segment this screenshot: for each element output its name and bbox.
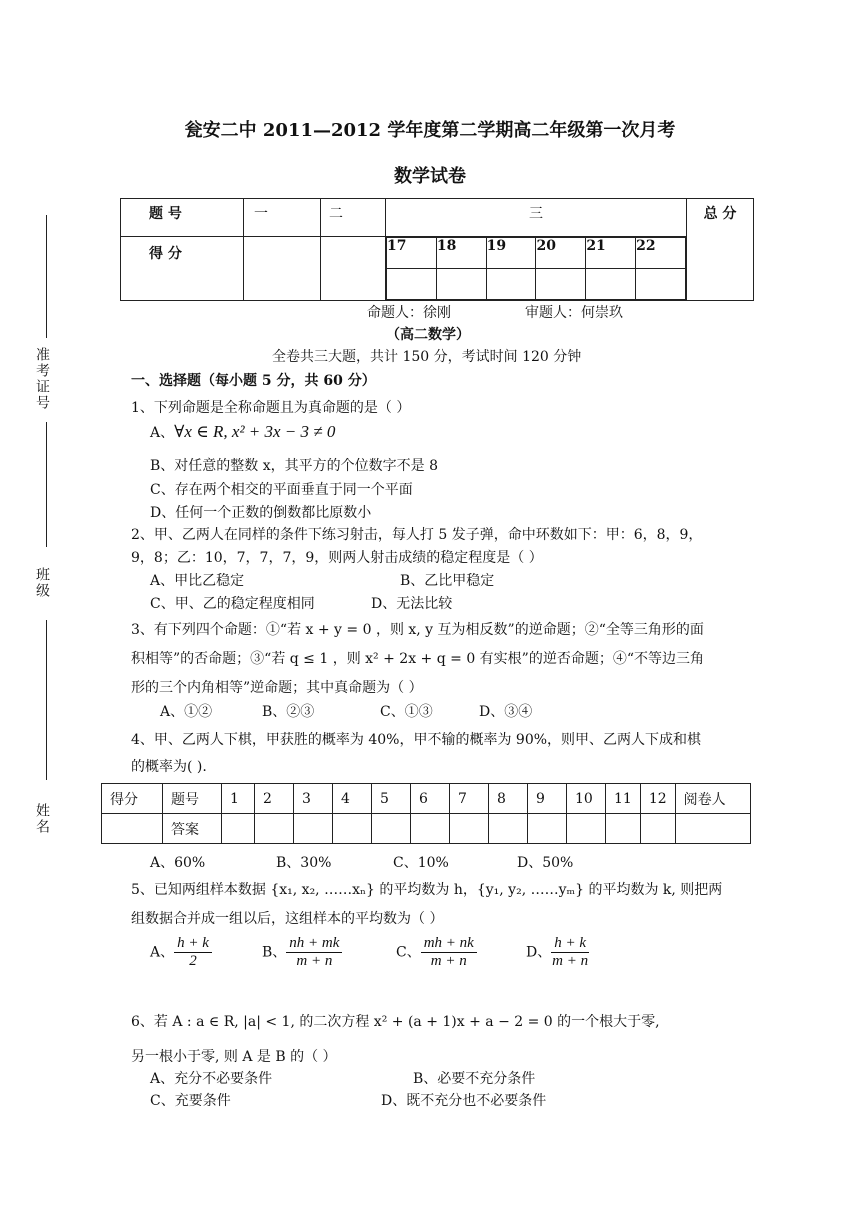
denominator: m + n	[430, 953, 467, 969]
sub-number: 21	[586, 238, 636, 269]
answer-qnum: 5	[372, 784, 411, 814]
score-cell-one[interactable]	[244, 237, 321, 301]
q5-option-d	[526, 935, 589, 970]
q4-line1: 4、甲、乙两人下棋，甲获胜的概率为 40%，甲不输的概率为 90%，则甲、乙两人下成和棋	[131, 732, 702, 748]
answer-cell[interactable]	[294, 814, 333, 844]
name-label: 姓名	[34, 803, 50, 835]
q6-line2: 另一根小于零, 则 A 是 B 的（ ）	[131, 1049, 337, 1065]
answer-qnum: 4	[333, 784, 372, 814]
q1-option-a	[150, 422, 335, 442]
q2-stem-line1: 2、甲、乙两人在同样的条件下练习射击，每人打 5 发子弹，命中环数如下：甲：6，8，9，	[131, 527, 703, 543]
score-table	[120, 198, 754, 301]
answer-cell[interactable]	[333, 814, 372, 844]
answer-cell[interactable]	[222, 814, 255, 844]
answer-score-cell[interactable]	[102, 814, 163, 844]
q5-option-b-fraction	[286, 935, 342, 970]
sub-score-cell[interactable]	[636, 269, 686, 300]
denominator: m + n	[296, 953, 333, 969]
sub-number: 18	[436, 238, 486, 269]
q1-option-a-label: A、	[150, 425, 175, 441]
sub-score-cell[interactable]	[436, 269, 486, 300]
answer-qnum: 8	[489, 784, 528, 814]
q5-line2: 组数据合并成一组以后，这组样本的平均数为（ ）	[131, 911, 444, 927]
answer-qnum: 12	[640, 784, 675, 814]
q2-option-b: B、乙比甲稳定	[400, 573, 495, 589]
q1-option-a-formula: ∀x ∈ R, x² + 3x − 3 ≠ 0	[174, 422, 336, 441]
numerator: mh + nk	[421, 935, 477, 953]
answer-cell[interactable]	[450, 814, 489, 844]
q5-option-d-label: D、	[526, 944, 552, 961]
numerator: nh + mk	[286, 935, 342, 953]
denominator: m + n	[552, 953, 589, 969]
q3-line3: 形的三个内角相等”逆命题；其中真命题为（ ）	[131, 680, 423, 696]
denominator: 2	[189, 953, 197, 969]
grader-cell[interactable]	[675, 814, 750, 844]
section-one-heading: 一、选择题（每小题 5 分，共 60 分）	[131, 373, 376, 389]
grade-label: （高二数学）	[386, 327, 470, 343]
section-two-header: 二	[321, 199, 386, 237]
score-label: 得 分	[121, 237, 244, 301]
answer-qnum: 7	[450, 784, 489, 814]
exam-info: 全卷共三大题，共计 150 分，考试时间 120 分钟	[272, 349, 582, 365]
exam-title: 瓮安二中 2011—2012 学年度第二学期高二年级第一次月考	[184, 120, 676, 141]
q5-option-b-label: B、	[262, 944, 287, 961]
q2-option-d: D、无法比较	[371, 596, 453, 612]
answer-grader-label: 阅卷人	[675, 784, 750, 814]
q6-option-a: A、充分不必要条件	[150, 1071, 273, 1087]
binding-line	[46, 620, 47, 780]
q4-option-b: B、30%	[276, 855, 332, 871]
answer-answer-label: 答案	[163, 814, 222, 844]
q4-option-a: A、60%	[150, 855, 206, 871]
answer-qnum: 1	[222, 784, 255, 814]
sub-number: 20	[536, 238, 586, 269]
answer-score-label: 得分	[102, 784, 163, 814]
sub-number: 19	[486, 238, 536, 269]
q5-option-c-fraction	[421, 935, 477, 970]
q1-stem: 1、下列命题是全称命题且为真命题的是（ ）	[131, 400, 411, 416]
numerator: h + k	[551, 935, 589, 953]
q2-option-c: C、甲、乙的稳定程度相同	[150, 596, 315, 612]
q2-stem-line2: 9，8；乙：10，7，7，7，9，则两人射击成绩的稳定程度是（ ）	[131, 550, 543, 566]
binding-line	[46, 215, 47, 338]
q1-option-c: C、存在两个相交的平面垂直于同一个平面	[150, 482, 413, 498]
exam-subtitle: 数学试卷	[394, 166, 466, 187]
section-three-subtable	[386, 237, 686, 300]
setter: 命题人：徐刚	[367, 305, 451, 321]
numerator: h + k	[174, 935, 212, 953]
q3-option-a: A、①②	[160, 704, 213, 720]
sub-score-cell[interactable]	[486, 269, 536, 300]
q5-option-c	[396, 935, 477, 970]
q4-option-d: D、50%	[517, 855, 574, 871]
answer-qnum: 6	[411, 784, 450, 814]
answer-cell[interactable]	[255, 814, 294, 844]
class-label: 班级	[34, 567, 50, 599]
section-one-header: 一	[244, 199, 321, 237]
total-header: 总 分	[687, 199, 754, 301]
q5-option-b	[262, 935, 342, 970]
answer-cell[interactable]	[606, 814, 641, 844]
q6-option-d: D、既不充分也不必要条件	[381, 1093, 547, 1109]
sub-score-cell[interactable]	[536, 269, 586, 300]
answer-qnum: 11	[606, 784, 641, 814]
q3-line1: 3、有下列四个命题：①“若 x + y = 0 ，则 x, y 互为相反数”的逆命题；②“全等三角形的面	[131, 622, 704, 638]
answer-qnum: 2	[255, 784, 294, 814]
answer-cell[interactable]	[640, 814, 675, 844]
answer-cell[interactable]	[489, 814, 528, 844]
q3-option-c: C、①③	[380, 704, 433, 720]
sub-number: 22	[636, 238, 686, 269]
q6-line1: 6、若 A : a ∈ R, |a| < 1, 的二次方程 x² + (a + 1)x + a − 2 = 0 的一个根大于零,	[131, 1014, 660, 1030]
sub-number: 17	[387, 238, 437, 269]
binding-line	[46, 422, 47, 547]
answer-table	[101, 783, 751, 844]
q5-line1: 5、已知两组样本数据 {x₁, x₂, ……xₙ} 的平均数为 h，{y₁, y₂, ……yₘ} 的平均数为 k, 则把两	[131, 882, 723, 898]
q5-option-c-label: C、	[396, 944, 421, 961]
question-label: 题 号	[121, 199, 244, 237]
q6-option-b: B、必要不充分条件	[413, 1071, 536, 1087]
answer-qnum: 3	[294, 784, 333, 814]
answer-cell[interactable]	[567, 814, 606, 844]
q6-option-c: C、充要条件	[150, 1093, 231, 1109]
sub-score-cell[interactable]	[586, 269, 636, 300]
q4-option-c: C、10%	[393, 855, 449, 871]
q5-option-d-fraction	[551, 935, 589, 970]
sub-score-cell[interactable]	[387, 269, 437, 300]
q5-option-a-fraction	[174, 935, 212, 970]
answer-cell[interactable]	[372, 814, 411, 844]
answer-cell[interactable]	[528, 814, 567, 844]
answer-qnum: 9	[528, 784, 567, 814]
answer-cell[interactable]	[411, 814, 450, 844]
answer-qnum: 10	[567, 784, 606, 814]
q4-line2: 的概率为( ).	[131, 759, 207, 775]
answer-qnum-label: 题号	[163, 784, 222, 814]
q1-option-d: D、任何一个正数的倒数都比原数小	[150, 505, 372, 521]
q1-option-b: B、对任意的整数 x，其平方的个位数字不是 8	[150, 458, 438, 474]
q3-line2: 积相等”的否命题；③“若 q ≤ 1 ，则 x² + 2x + q = 0 有实根”的逆否命题；④“不等边三角	[131, 651, 705, 667]
score-cell-two[interactable]	[321, 237, 386, 301]
q2-option-a: A、甲比乙稳定	[150, 573, 245, 589]
q3-option-b: B、②③	[262, 704, 315, 720]
q5-option-a-label: A、	[150, 944, 175, 961]
reviewer: 审题人：何崇玖	[525, 305, 623, 321]
q5-option-a	[150, 935, 212, 970]
id-label: 准考证号	[34, 347, 50, 411]
q3-option-d: D、③④	[479, 704, 533, 720]
section-three-header: 三	[386, 199, 687, 237]
